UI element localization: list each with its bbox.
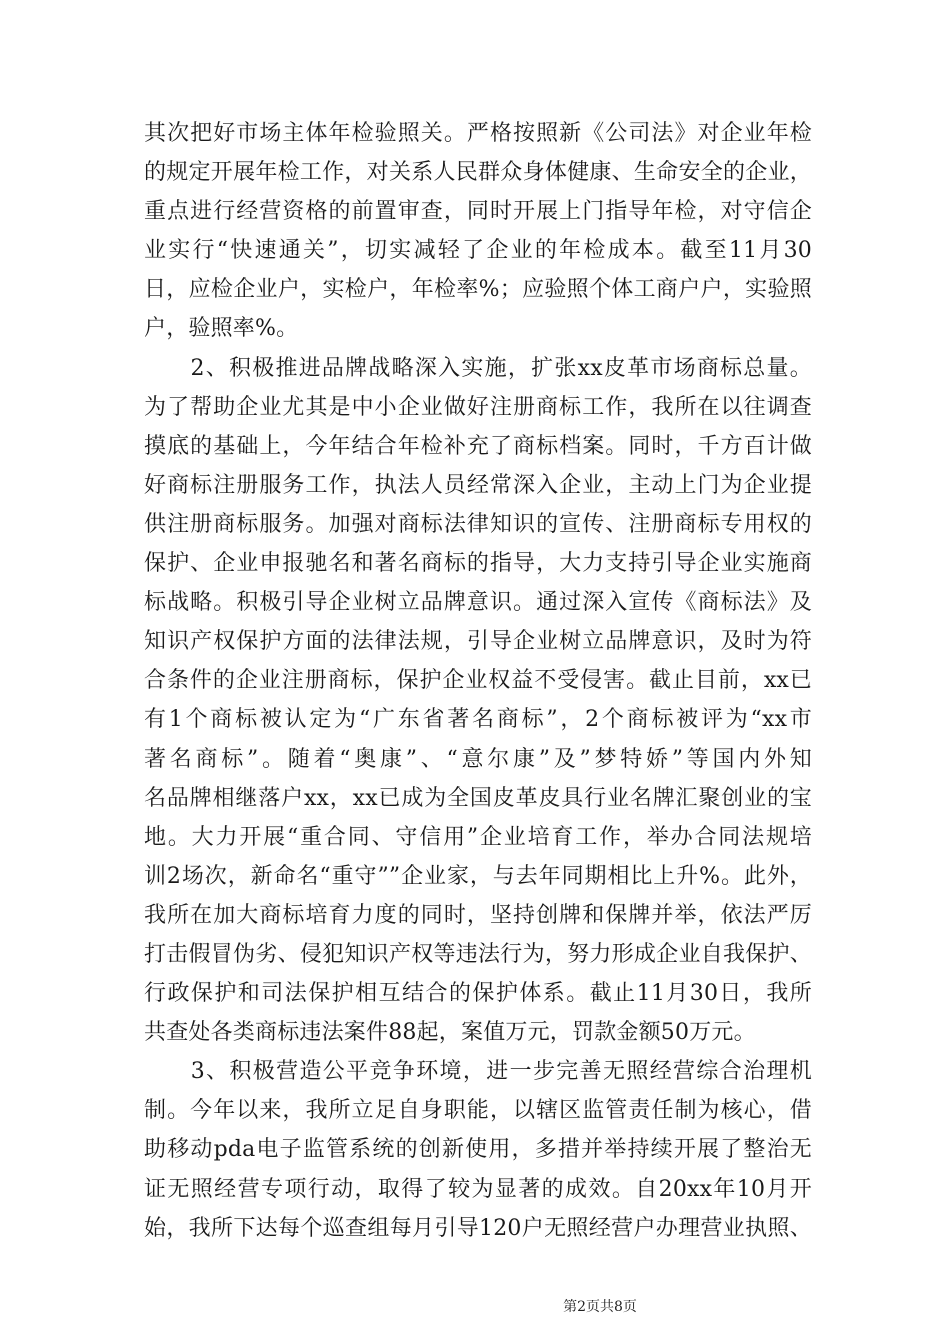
text-line: 我所在加大商标培育力度的同时，坚持创牌和保牌并举，依法严厉 xyxy=(144,902,812,928)
text-line: 供注册商标服务。加强对商标法律知识的宣传、注册商标专用权的 xyxy=(144,511,812,537)
text-line: 合条件的企业注册商标，保护企业权益不受侵害。截止目前，xx已 xyxy=(144,668,812,694)
text-line: 打击假冒伪劣、侵犯知识产权等违法行为，努力形成企业自我保护、 xyxy=(144,941,812,967)
text-line: 证无照经营专项行动，取得了较为显著的成效。自20xx年10月开 xyxy=(144,1176,812,1202)
document-body xyxy=(144,114,812,1248)
text-line: 行政保护和司法保护相互结合的保护体系。截止11月30日，我所 xyxy=(144,981,812,1007)
text-line: 为了帮助企业尤其是中小企业做好注册商标工作，我所在以往调查 xyxy=(144,394,812,420)
text-line: 名品牌相继落户xx，xx已成为全国皮革皮具行业名牌汇聚创业的宝 xyxy=(144,785,812,811)
text-line: 的规定开展年检工作，对关系人民群众身体健康、生命安全的企业， xyxy=(144,160,812,186)
text-line: 重点进行经营资格的前置审查，同时开展上门指导年检，对守信企 xyxy=(144,199,812,225)
text-line: 好商标注册服务工作，执法人员经常深入企业，主动上门为企业提 xyxy=(144,472,812,498)
text-line: 2、积极推进品牌战略深入实施，扩张xx皮革市场商标总量。 xyxy=(144,355,812,381)
text-line: 著名商标”。随着“奥康”、“意尔康”及”梦特娇”等国内外知 xyxy=(144,746,812,772)
text-line: 标战略。积极引导企业树立品牌意识。通过深入宣传《商标法》及 xyxy=(144,590,812,616)
text-line: 制。今年以来，我所立足自身职能，以辖区监管责任制为核心，借 xyxy=(144,1098,812,1124)
text-line: 日，应检企业户，实检户，年检率%；应验照个体工商户户，实验照 xyxy=(144,277,812,303)
text-line: 3、积极营造公平竞争环境，进一步完善无照经营综合治理机 xyxy=(144,1059,812,1085)
text-line: 助移动pda电子监管系统的创新使用，多措并举持续开展了整治无 xyxy=(144,1137,812,1163)
text-line: 业实行“快速通关”，切实减轻了企业的年检成本。截至11月30 xyxy=(144,238,812,264)
text-line: 其次把好市场主体年检验照关。严格按照新《公司法》对企业年检 xyxy=(144,121,812,146)
text-line: 户，验照率%。 xyxy=(144,316,299,342)
text-line: 有1个商标被认定为“广东省著名商标”，2个商标被评为“xx市 xyxy=(144,707,812,733)
text-line: 共查处各类商标违法案件88起，案值万元，罚款金额50万元。 xyxy=(144,1020,756,1046)
text-line: 保护、企业申报驰名和著名商标的指导，大力支持引导企业实施商 xyxy=(144,551,812,577)
text-line: 摸底的基础上，今年结合年检补充了商标档案。同时，千方百计做 xyxy=(144,433,812,459)
text-line: 知识产权保护方面的法律法规，引导企业树立品牌意识，及时为符 xyxy=(144,629,812,655)
page-number-footer: 第2页共8页 xyxy=(563,1299,637,1315)
text-line: 始，我所下达每个巡查组每月引导120户无照经营户办理营业执照、 xyxy=(144,1215,812,1241)
text-line: 训2场次，新命名“重守””企业家，与去年同期相比上升%。此外， xyxy=(144,863,812,889)
text-line: 地。大力开展“重合同、守信用”企业培育工作，举办合同法规培 xyxy=(144,824,812,850)
